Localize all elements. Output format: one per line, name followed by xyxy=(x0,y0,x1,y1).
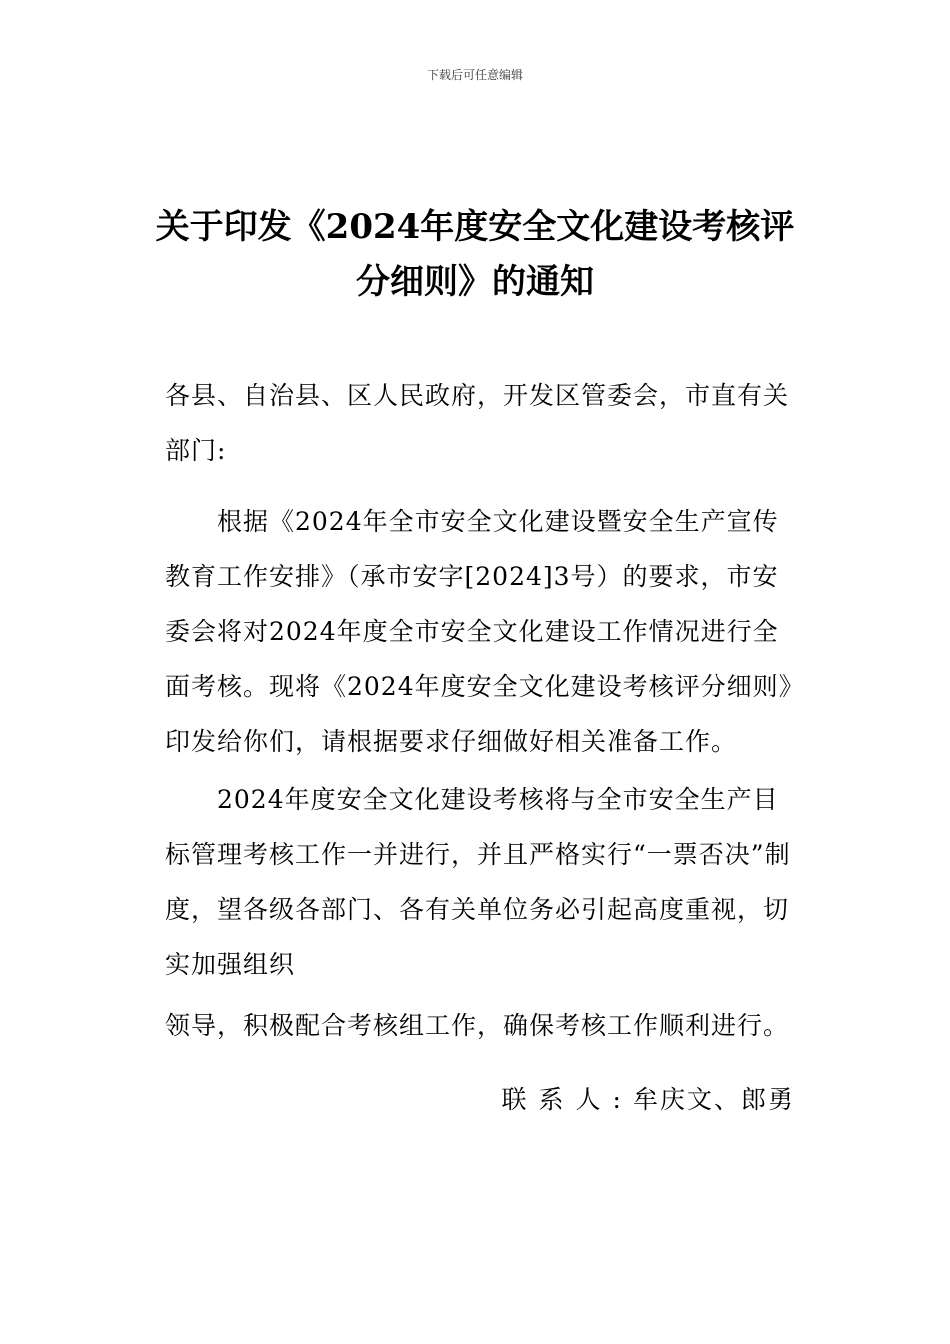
contact-line xyxy=(165,1072,795,1127)
paragraph-2: 2024年度安全文化建设考核将与全市安全生产目标管理考核工作一并进行，并且严格实行“一票否决”制度，望各级各部门、各有关单位务必引起高度重视，切实加强组织 xyxy=(165,785,791,979)
contact-names: 牟庆文、郎勇 xyxy=(632,1085,795,1114)
contact-label: 联系人: xyxy=(501,1085,633,1114)
paragraph-1: 根据《2024年全市安全文化建设暨安全生产宣传教育工作安排》（承市安字[2024]3号）的要求，市安委会将对2024年度全市安全文化建设工作情况进行全面考核。现将《2024年度安全文化建设考核评分细则》印发给你们，请根据要求仔细做好相关准备工作。 xyxy=(165,507,793,756)
salutation: 各县、自治县、区人民政府，开发区管委会，市直有关部门: xyxy=(165,381,790,465)
document-title: 关于印发《2024年度安全文化建设考核评分细则》的通知 xyxy=(155,207,795,302)
header-note: 下载后可任意编辑 xyxy=(426,68,523,82)
paragraph-3: 领导，积极配合考核组工作，确保考核工作顺利进行。 xyxy=(165,1011,790,1040)
